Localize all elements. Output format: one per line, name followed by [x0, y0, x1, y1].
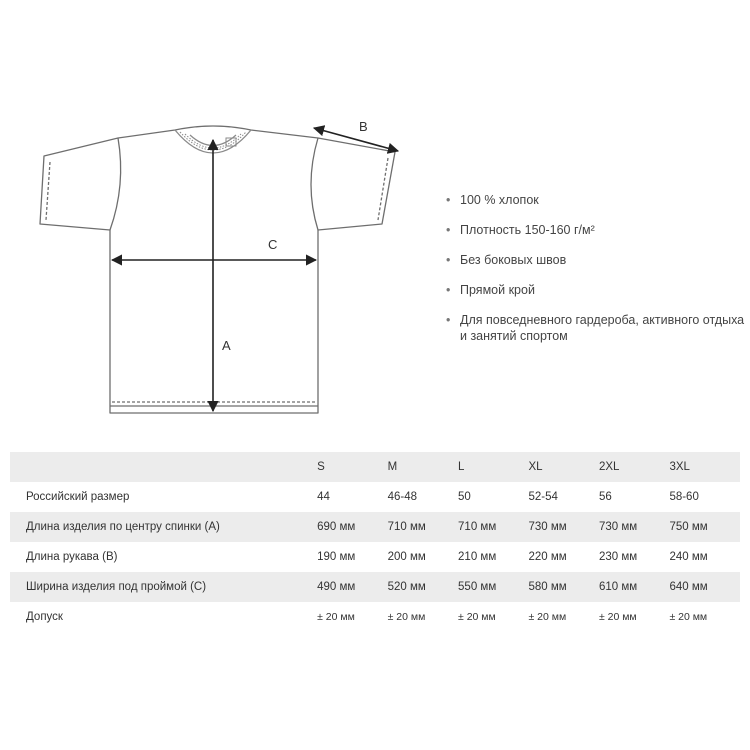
bullet-icon: • [446, 253, 451, 267]
size-header-row [10, 452, 740, 482]
table-cell: 640 мм [669, 581, 708, 593]
bullet-icon: • [446, 313, 451, 327]
feature-text: Для повседневного гардероба, активного отдыха и занятий спортом [460, 313, 745, 343]
table-cell: 200 мм [387, 551, 426, 563]
table-cell: 56 [598, 491, 612, 503]
table-cell: 220 мм [528, 551, 567, 563]
size-header: XL [528, 461, 543, 473]
table-cell: 730 мм [598, 521, 638, 533]
table-cell: 750 мм [669, 521, 708, 533]
bullet-icon: • [446, 193, 451, 207]
table-cell: 210 мм [458, 551, 497, 563]
size-table-body [10, 482, 740, 632]
table-cell: 610 мм [598, 581, 638, 593]
row-label: Ширина изделия под проймой (С) [26, 581, 207, 593]
feature-item [446, 282, 746, 298]
table-cell: 58-60 [669, 491, 699, 503]
size-header: M [387, 461, 398, 473]
table-cell: 580 мм [528, 581, 567, 593]
dimension-c-label: C [268, 237, 278, 252]
feature-item [446, 192, 746, 208]
size-header-blank [10, 452, 317, 482]
feature-text: Без боковых швов [460, 253, 567, 267]
row-label: Длина рукава (В) [26, 551, 118, 563]
table-cell: 710 мм [458, 521, 497, 533]
table-cell: 44 [317, 491, 330, 503]
table-cell: 190 мм [317, 551, 356, 563]
table-row [10, 512, 740, 542]
feature-list [446, 192, 746, 358]
table-cell: 240 мм [669, 551, 708, 563]
table-cell: 520 мм [387, 581, 426, 593]
table-cell: 230 мм [598, 551, 638, 563]
table-cell: 550 мм [458, 581, 497, 593]
tshirt-outline [40, 126, 395, 413]
table-row [10, 572, 740, 602]
table-cell: 730 мм [528, 521, 567, 533]
size-header: S [317, 461, 325, 473]
table-cell: 490 мм [317, 581, 356, 593]
table-row [10, 482, 740, 512]
table-cell: ± 20 мм [669, 611, 708, 623]
feature-item [446, 222, 746, 238]
table-row [10, 602, 740, 632]
bullet-icon: • [446, 223, 451, 237]
feature-item [446, 252, 746, 268]
table-cell: ± 20 мм [458, 611, 496, 623]
table-cell: 46-48 [387, 491, 417, 503]
feature-item [446, 312, 746, 344]
table-cell: ± 20 мм [598, 611, 637, 623]
tshirt-diagram [0, 0, 430, 440]
table-cell: 710 мм [387, 521, 426, 533]
table-cell: 52-54 [528, 491, 558, 503]
size-header: L [458, 461, 465, 473]
bullet-icon: • [446, 283, 451, 297]
dimension-b-label: B [359, 119, 368, 134]
table-cell: 50 [458, 491, 471, 503]
dimension-a-label: A [222, 338, 231, 353]
row-label: Длина изделия по центру спинки (А) [26, 521, 220, 533]
table-cell: ± 20 мм [528, 611, 567, 623]
feature-text: Плотность 150-160 г/м² [460, 223, 595, 237]
table-cell: 690 мм [317, 521, 356, 533]
table-cell: ± 20 мм [317, 611, 355, 623]
table-row [10, 542, 740, 572]
size-table [10, 452, 740, 632]
size-header: 2XL [598, 461, 620, 473]
feature-text: 100 % хлопок [460, 193, 539, 207]
size-header: 3XL [669, 461, 690, 473]
table-cell: ± 20 мм [387, 611, 426, 623]
row-label: Допуск [26, 611, 63, 623]
feature-text: Прямой крой [460, 283, 535, 297]
row-label: Российский размер [26, 491, 130, 503]
